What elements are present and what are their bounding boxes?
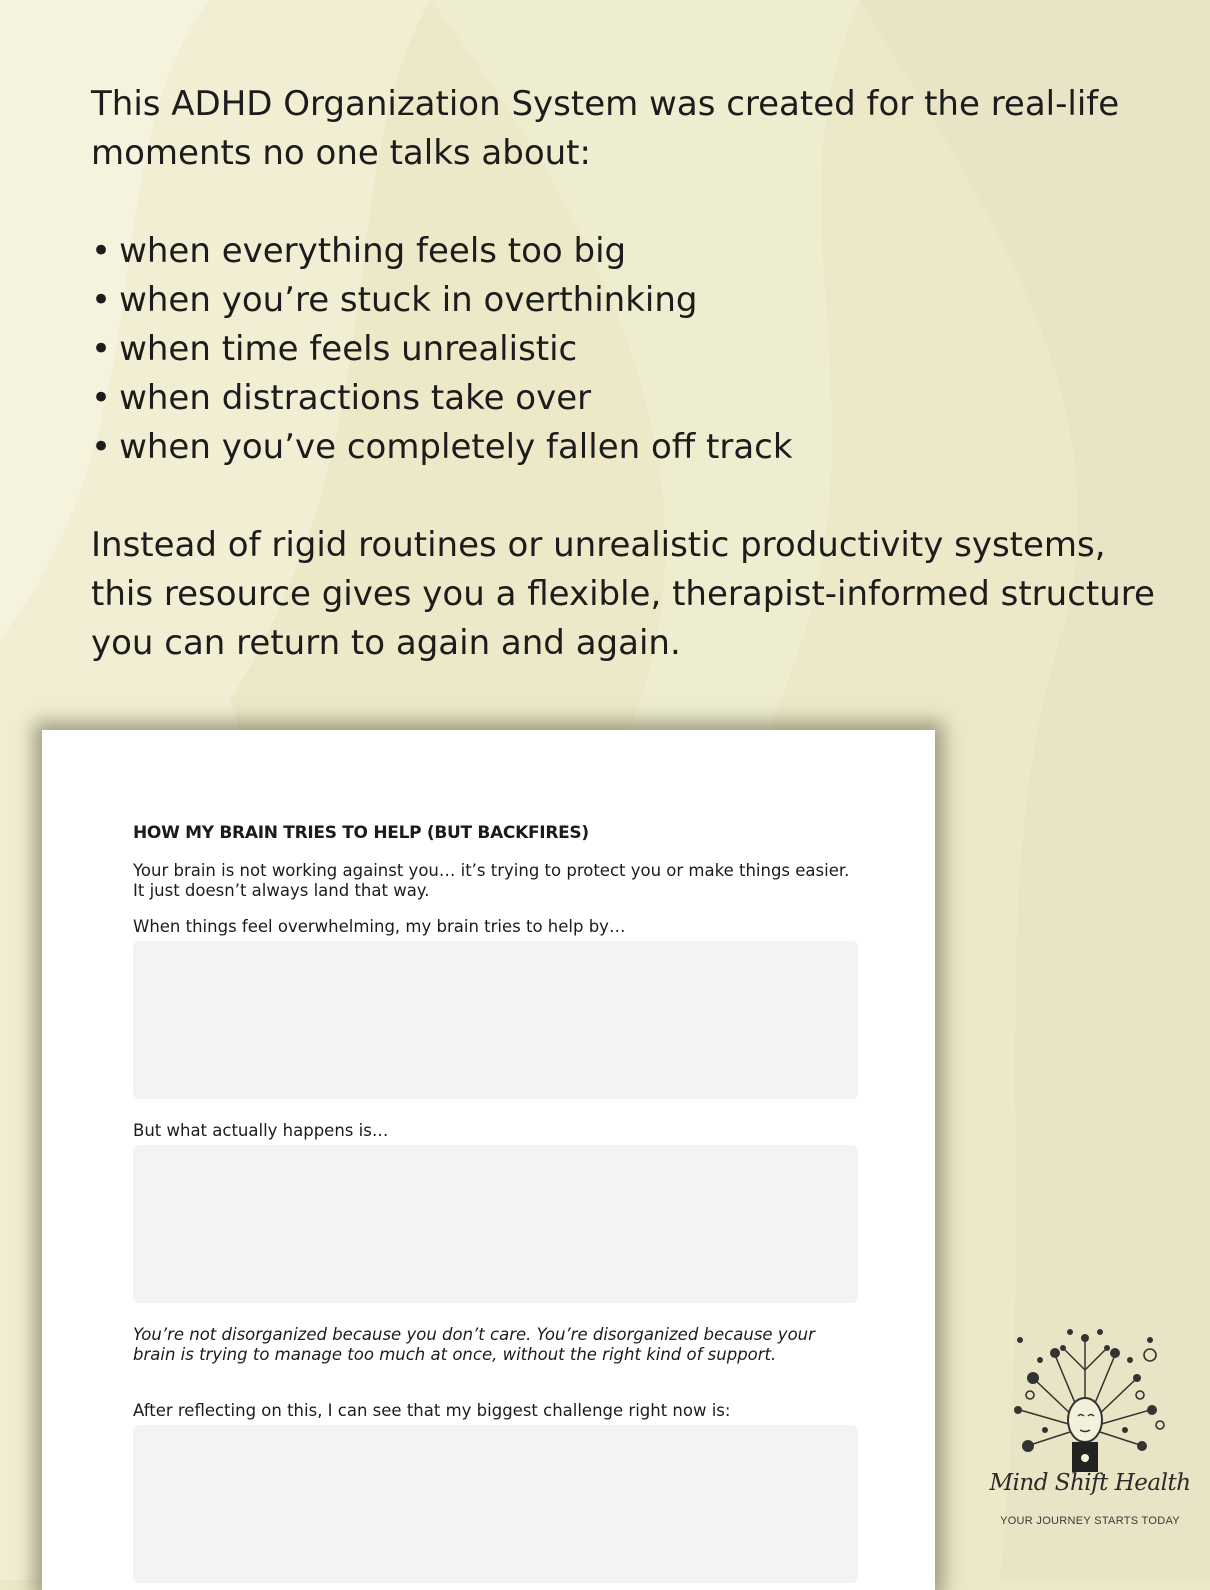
brand-logo (985, 1320, 1195, 1540)
prompt-label-2: But what actually happens is… (133, 1121, 389, 1140)
bullet-item: • when you’re stuck in overthinking (91, 280, 698, 320)
worksheet-title: HOW MY BRAIN TRIES TO HELP (BUT BACKFIRES) (133, 823, 589, 843)
answer-box-1[interactable] (133, 941, 858, 1099)
intro-closing: Instead of rigid routines or unrealistic productivity systems, this resource gives you a flexible, therapist-informed structure you can return to again and again. (91, 525, 1155, 663)
answer-box-2[interactable] (133, 1145, 858, 1303)
worksheet-description: Your brain is not working against you… it’s trying to protect you or make things easier. It just doesn’t always land that way. (133, 861, 850, 900)
bullet-list (91, 227, 1171, 472)
bullet-item: • when everything feels too big (91, 231, 627, 271)
bullet-item: • when time feels unrealistic (91, 329, 578, 369)
head-network-icon (1000, 1320, 1170, 1480)
bullet-item: • when you’ve completely fallen off track (91, 427, 793, 467)
brand-tagline: YOUR JOURNEY STARTS TODAY (1000, 1515, 1180, 1527)
brand-name: Mind Shift Health (989, 1470, 1191, 1496)
bullet-item: • when distractions take over (91, 378, 592, 418)
worksheet-page-preview (42, 730, 935, 1590)
answer-box-3[interactable] (133, 1425, 858, 1583)
worksheet-note: You’re not disorganized because you don’t care. You’re disorganized because your brain is trying to manage too much at once, without the right kind of support. (133, 1325, 815, 1364)
intro-lead: This ADHD Organization System was created for the real-life moments no one talks about: (91, 84, 1120, 173)
prompt-label-1: When things feel overwhelming, my brain tries to help by… (133, 917, 626, 936)
intro-text (91, 80, 1171, 668)
prompt-label-3: After reflecting on this, I can see that my biggest challenge right now is: (133, 1401, 731, 1420)
